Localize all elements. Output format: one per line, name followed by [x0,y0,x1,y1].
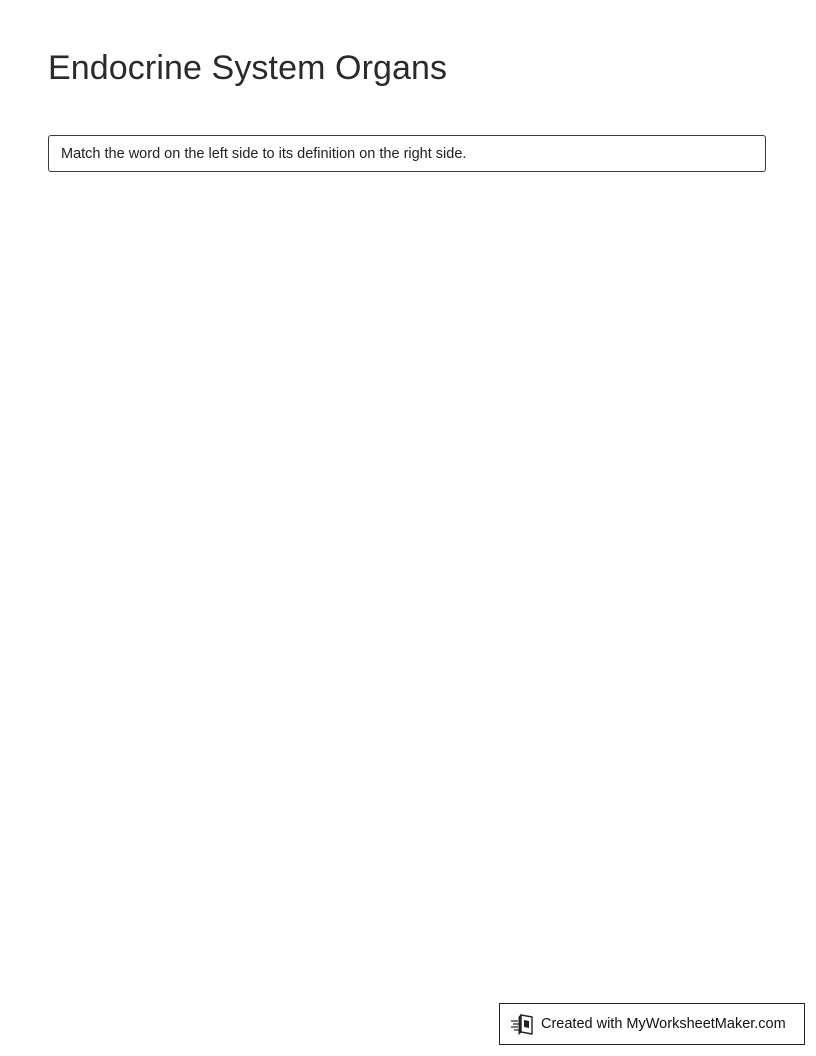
footer-credit-text: Created with MyWorksheetMaker.com [541,1016,786,1032]
instructions-box [48,135,766,172]
page-title: Endocrine System Organs [48,49,448,87]
book-speed-logo-icon [510,1012,536,1036]
footer-credit-badge[interactable] [499,1003,805,1045]
instructions-text: Match the word on the left side to its definition on the right side. [61,145,467,162]
